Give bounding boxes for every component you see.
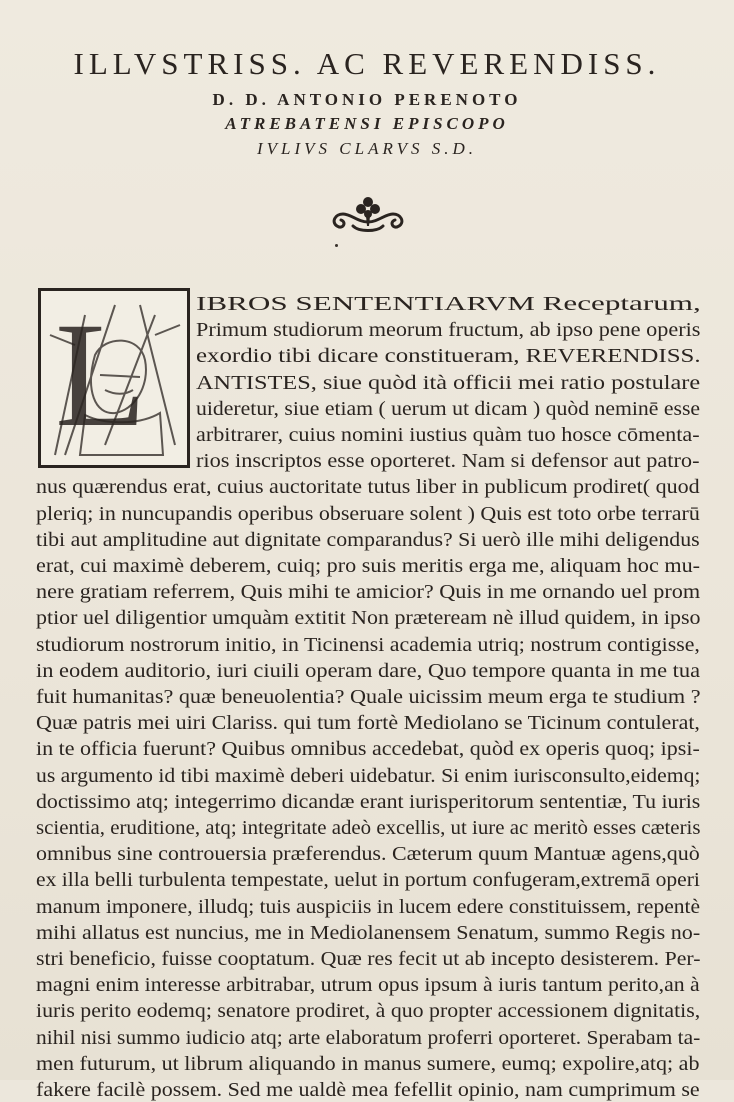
text-line: fakere facilè possem. Sed me ualdè mea fefellit opinio, nam cumprimum se [36, 1079, 700, 1101]
text-line: doctissimo atq; integerrimo dicandæ erant iurisperitorum sententiæ, Tu iuris [36, 790, 701, 813]
text-line: stri beneficio, fuisse cooptatum. Quæ res fecit ut ab incepto desisterem. Per- [36, 948, 701, 970]
text-line: fuit humanitas? quæ beneuolentia? Quale uicissim meum erga te studium ? [36, 686, 701, 708]
text-line: IBROS SENTENTIARVM Receptarum, [196, 293, 701, 315]
text-line: exordio tibi dicare constitueram, REVERENDISS. [196, 345, 701, 368]
text-line: omnibus sine controuersia præferendus. Cæterum quum Mantuæ agens,quò [36, 843, 700, 866]
text-line: ptior uel diligentior umquàm extitit Non præteream nè illud quidem, in ipso [36, 607, 701, 630]
dedication-heading-line-1: ILLVSTRISS. AC REVERENDISS. [73, 46, 661, 81]
text-line: in te officia fuerunt? Quibus omnibus accedebat, quòd ex operis quoq; ipsi- [36, 738, 700, 761]
dedication-heading-line-4: IVLIVS CLARVS S.D. [257, 139, 477, 158]
text-line: scientia, eruditione, atq; integritate adeò excellis, ut iure ac meritò esses cæteris [36, 817, 701, 839]
text-line: pleriq; in nuncupandis operibus obseruare solent ) Quis est toto orbe terrarū [36, 502, 700, 525]
text-line: men futurum, ut librum aliquando in manus sumere, eumq; expolire,atq; ab [36, 1052, 700, 1075]
text-line: ex illa belli turbulenta tempestate, uelut in portum confugeram,extremā operi [36, 869, 700, 892]
text-line: nere gratiam referrem, Quis mihi te amicior? Quis in me ornando uel prom [36, 581, 701, 604]
text-line: in eodem auditorio, iuri ciuili operam dare, Quo tempore quanta in me tua [36, 659, 701, 682]
text-line: erat, cui maximè deberem, cuiq; pro suis meritis erga me, aliquam hoc mu- [36, 555, 700, 577]
initial-letter: L [55, 292, 147, 458]
text-line: nus quærendus erat, cuius auctoritate tutus liber in publicum prodiret( quod [36, 476, 700, 499]
text-line: nihil nisi summo iudicio atq; arte elaboratum proferri oporteret. Sperabam ta- [36, 1026, 701, 1049]
fleuron-ornament-icon [323, 192, 413, 236]
text-line: studiorum nostrorum initio, in Ticinensi academia utriq; nostrum contigisse, [36, 633, 700, 656]
text-line: uideretur, siue etiam ( uerum ut dicam ) quòd neminē esse [196, 397, 701, 420]
text-line: manum imponere, illudq; tuis auspiciis in lucem edere constituissem, repentè [36, 895, 701, 918]
woodcut-initial [38, 288, 190, 468]
text-line: iuris perito eodemq; senatore prodiret, à quo propter accessionem dignitatis, [36, 1000, 701, 1023]
dedication-heading-line-3: ATREBATENSI EPISCOPO [225, 114, 509, 133]
text-line: rios inscriptos esse oporteret. Nam si defensor aut patro- [196, 450, 700, 473]
decorative-dot [335, 244, 338, 247]
text-line: ANTISTES, siue quòd ità officii mei ratio postulare [196, 371, 701, 394]
text-line: tibi aut amplitudine aut dignitate comparandus? Si uerò ille mihi deligendus [36, 528, 700, 551]
dedication-heading-line-2: D. D. ANTONIO PERENOTO [212, 90, 522, 109]
text-line: mihi allatus est nuncius, me in Mediolanensem Senatum, summo Regis no- [36, 921, 701, 944]
text-line: magni enim interesse arbitrabar, utrum opus ipsum à iuris tantum perito,an à [36, 974, 700, 997]
text-line: Quæ patris mei uiri Clariss. qui tum fortè Mediolano se Ticinum contulerat, [36, 712, 700, 735]
text-line: Primum studiorum meorum fructum, ab ipso pene operis [196, 319, 701, 342]
text-line: arbitrarer, cuius nomini iustius quàm tuo hosce cōmenta- [196, 424, 700, 446]
text-line: us argumento id tibi maximè deberi uidebatur. Si enim iurisconsulto,eidemq; [36, 764, 701, 787]
